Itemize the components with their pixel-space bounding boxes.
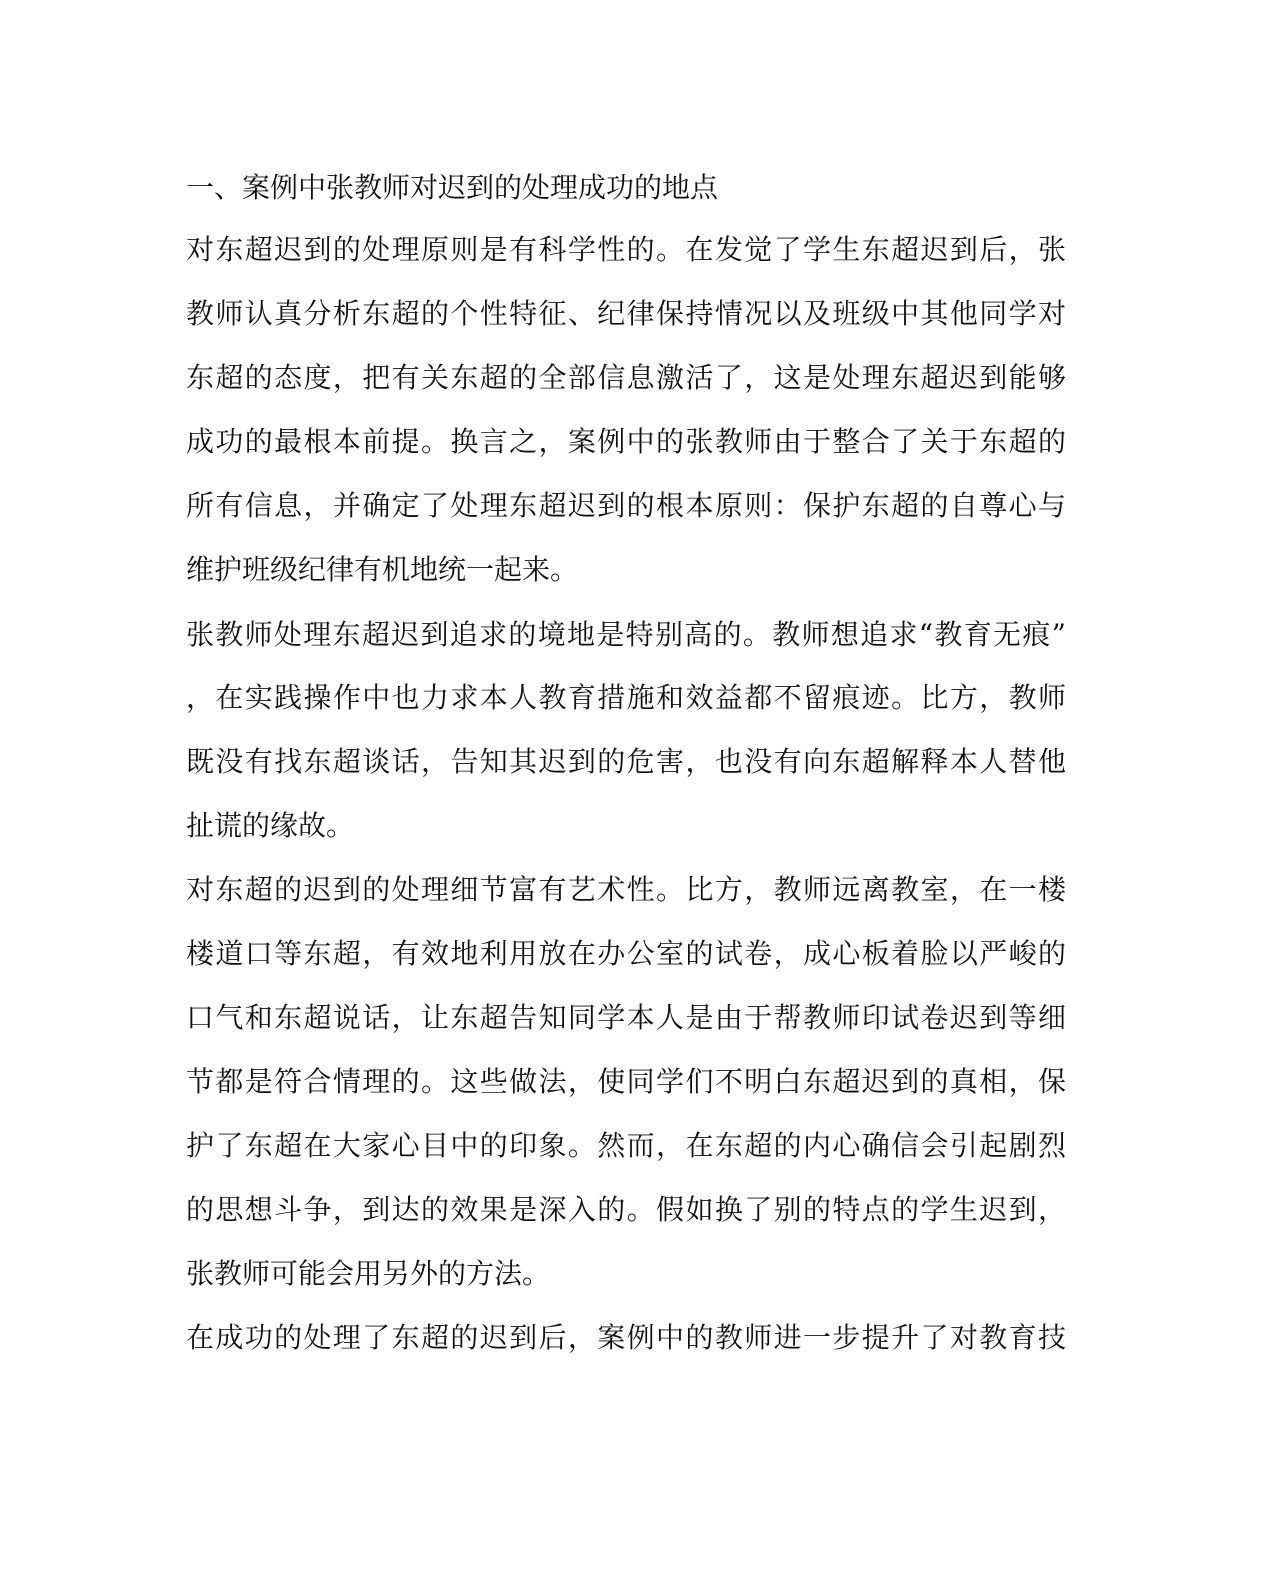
- paragraph-3-line-3: 口气和东超说话，让东超告知同学本人是由于帮教师印试卷迟到等细: [186, 1001, 1066, 1034]
- paragraph-4-line-1: 在成功的处理了东超的迟到后，案例中的教师进一步提升了对教育技: [186, 1321, 1066, 1354]
- paragraph-2-line-3: 既没有找东超谈话，告知其迟到的危害，也没有向东超解释本人替他: [186, 745, 1066, 778]
- paragraph-3-line-6: 的思想斗争，到达的效果是深入的。假如换了别的特点的学生迟到，: [186, 1193, 1066, 1226]
- paragraph-3-line-5: 护了东超在大家心目中的印象。然而，在东超的内心确信会引起剧烈: [186, 1129, 1066, 1162]
- paragraph-1-line-2: 教师认真分析东超的个性特征、纪律保持情况以及班级中其他同学对: [186, 297, 1066, 330]
- paragraph-3-line-2: 楼道口等东超，有效地利用放在办公室的试卷，成心板着脸以严峻的: [186, 937, 1066, 970]
- paragraph-2-line-2: ，在实践操作中也力求本人教育措施和效益都不留痕迹。比方，教师: [186, 681, 1066, 714]
- paragraph-3-line-1: 对东超的迟到的处理细节富有艺术性。比方，教师远离教室，在一楼: [186, 873, 1066, 906]
- paragraph-1-line-4: 成功的最根本前提。换言之，案例中的张教师由于整合了关于东超的: [186, 425, 1066, 458]
- paragraph-1-line-5: 所有信息，并确定了处理东超迟到的根本原则：保护东超的自尊心与: [186, 489, 1066, 522]
- paragraph-3-line-4: 节都是符合情理的。这些做法，使同学们不明白东超迟到的真相，保: [186, 1065, 1066, 1098]
- paragraph-3-line-7: 张教师可能会用另外的方法。: [186, 1257, 551, 1290]
- paragraph-2-line-4: 扯谎的缘故。: [186, 809, 355, 842]
- paragraph-1-line-1: 对东超迟到的处理原则是有科学性的。在发觉了学生东超迟到后，张: [186, 233, 1066, 266]
- paragraph-1-line-3: 东超的态度，把有关东超的全部信息激活了，这是处理东超迟到能够: [186, 361, 1066, 394]
- paragraph-2-line-1: 张教师处理东超迟到追求的境地是特别高的。教师想追求“教育无痕”: [186, 618, 1066, 651]
- section-heading: 一、案例中张教师对迟到的处理成功的地点: [186, 171, 719, 204]
- paragraph-1-line-6: 维护班级纪律有机地统一起来。: [186, 553, 579, 586]
